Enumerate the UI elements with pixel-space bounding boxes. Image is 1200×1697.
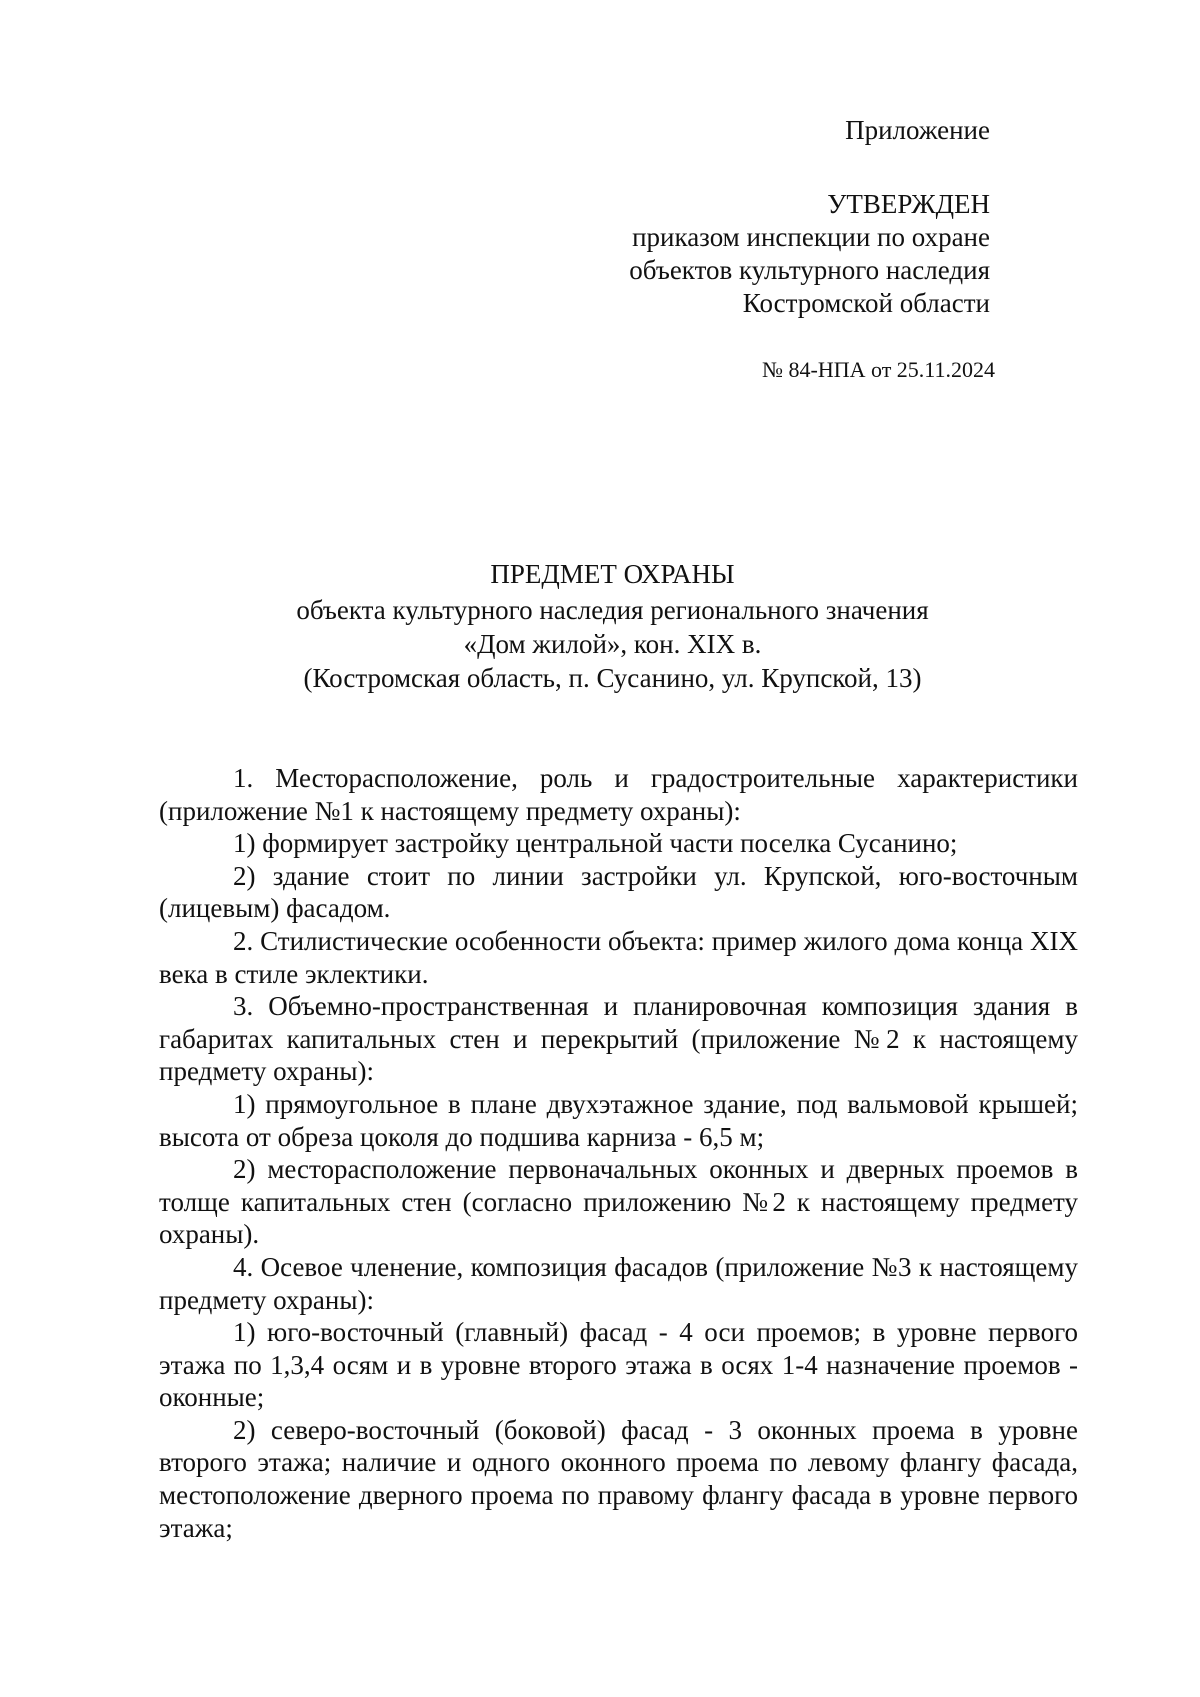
document-title: ПРЕДМЕТ ОХРАНЫ (490, 559, 735, 589)
paragraph: 3. Объемно-пространственная и планировочная композиция здания в габаритах капитальных стен и перекрытий (приложение №2 к настоящему предмету охраны): (159, 991, 1078, 1087)
paragraph: 2) здание стоит по линии застройки ул. Крупской, юго-восточным (лицевым) фасадом. (159, 860, 1078, 924)
approved-by-line: объектов культурного наследия (629, 255, 990, 285)
document-body (159, 762, 1078, 1544)
paragraph: 4. Осевое членение, композиция фасадов (приложение №3 к настоящему предмету охраны): (159, 1251, 1078, 1315)
paragraph: 2) месторасположение первоначальных оконных и дверных проемов в толще капитальных стен (согласно приложению №2 к настоящему предмету охраны). (159, 1154, 1078, 1250)
order-number: № 84-НПА от 25.11.2024 (762, 357, 995, 382)
approval-block (629, 188, 990, 320)
paragraph: 1) юго-восточный (главный) фасад - 4 оси проемов; в уровне первого этажа по 1,3,4 осям и в уровне второго этажа в осях 1-4 назначение проемов - оконные; (159, 1317, 1078, 1413)
paragraph: 1) прямоугольное в плане двухэтажное здание, под вальмовой крышей; высота от обреза цоколя до подшива карниза - 6,5 м; (159, 1088, 1078, 1152)
title-block (150, 557, 1075, 695)
paragraph: 2) северо-восточный (боковой) фасад - 3 оконных проема в уровне второго этажа; наличие и одного оконного проема по левому флангу фасада, местоположение дверного проема по правому флангу фасада в уровне первого этажа; (159, 1414, 1078, 1543)
approved-by-line: Костромской области (742, 288, 990, 318)
title-subline: (Костромская область, п. Сусанино, ул. Крупской, 13) (303, 663, 922, 693)
appendix-label: Приложение (845, 115, 990, 145)
approved-heading: УТВЕРЖДЕН (827, 189, 990, 219)
title-subline: объекта культурного наследия регионального значения (296, 595, 929, 625)
paragraph: 1) формирует застройку центральной части поселка Сусанино; (233, 828, 958, 859)
paragraph: 1. Месторасположение, роль и градостроительные характеристики (приложение №1 к настоящему предмету охраны): (159, 763, 1078, 826)
paragraph: 2. Стилистические особенности объекта: пример жилого дома конца XIX века в стиле эклектики. (159, 925, 1078, 989)
title-subline: «Дом жилой», кон. XIX в. (463, 629, 762, 659)
approved-by-line: приказом инспекции по охране (632, 222, 990, 252)
